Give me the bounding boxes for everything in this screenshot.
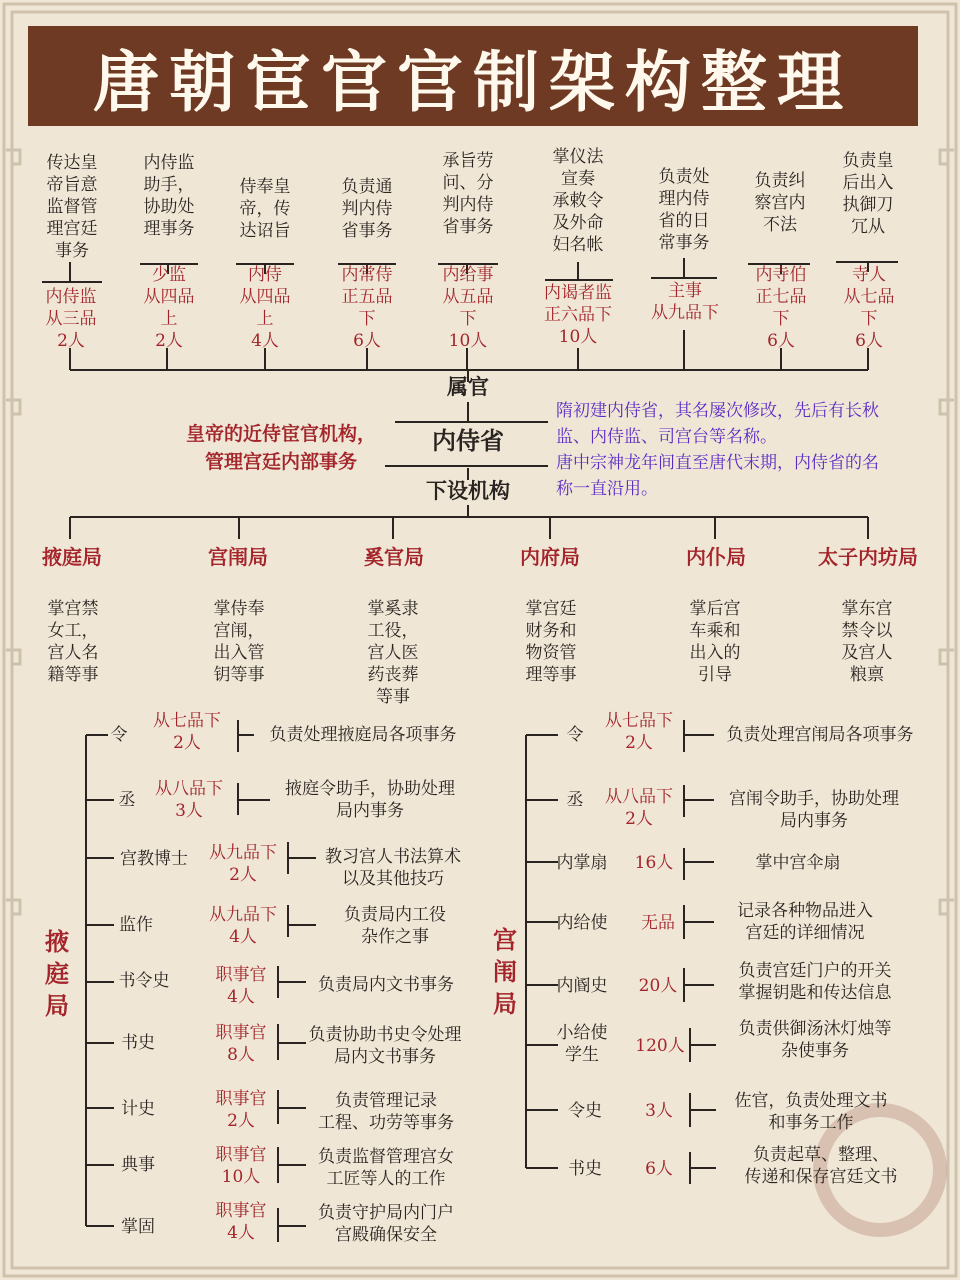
gongwei-post: 令	[566, 725, 584, 745]
yeting-rank: 职事官 8人	[215, 1023, 267, 1065]
yeting-post: 典事	[121, 1155, 155, 1175]
yeting-post: 监作	[119, 915, 153, 935]
gongwei-duty: 负责供御汤沐灯烛等 杂使事务	[738, 1019, 892, 1061]
neishisheng-name: 内侍省	[432, 426, 504, 455]
yeting-rank: 职事官 4人	[215, 965, 267, 1007]
gongwei-duty: 负责宫廷门户的开关 掌握钥匙和传达信息	[738, 961, 892, 1003]
gongwei-rank: 从七品下 2人	[605, 711, 673, 753]
neishisheng-description: 皇帝的近侍宦官机构， 管理宫廷内部事务	[185, 423, 376, 473]
official-duty-1: 传达皇 帝旨意 监督管 理宫廷 事务	[46, 153, 98, 261]
gongwei-post: 内掌扇	[556, 853, 608, 873]
official-title-9: 寺人 从七品 下 6人	[843, 265, 895, 351]
subordinate-bureaus-label: 下设机构	[426, 478, 510, 503]
bureau-duty-taizineifang: 掌东宫 禁令以 及宫人 粮禀	[841, 599, 893, 685]
yeting-rank: 从八品下 3人	[155, 779, 223, 821]
yeting-duty: 负责守护局内门户 宫殿确保安全	[318, 1203, 454, 1245]
bureau-name-taizineifang: 太子内坊局	[818, 545, 918, 569]
gongwei-rank: 120人	[635, 1036, 685, 1056]
yeting-post: 丞	[118, 790, 136, 810]
gongwei-rank: 6人	[645, 1159, 673, 1179]
gongwei-post: 令史	[568, 1101, 602, 1121]
gongwei-rank: 16人	[634, 853, 674, 873]
gongwei-duty: 宫闱令助手，协助处理 局内事务	[729, 789, 899, 831]
gongwei-rank: 从八品下 2人	[605, 787, 673, 829]
official-duty-8: 负责纠 察宫内 不法	[754, 171, 806, 235]
bureau-duty-yeting: 掌宫禁 女工， 宫人名 籍等事	[47, 599, 99, 685]
gongwei-post: 内给使	[556, 913, 608, 933]
official-duty-3: 侍奉皇 帝，传 达诏旨	[239, 177, 291, 241]
official-duty-6: 掌仪法 宣奏 承敕令 及外命 妇名帐	[552, 147, 604, 255]
yeting-duty: 教习宫人书法算术 以及其他技巧	[325, 847, 461, 889]
yeting-rank: 职事官 2人	[215, 1089, 267, 1131]
yeting-vertical-label: 掖 庭 局	[45, 927, 69, 1020]
gongwei-post: 内阍史	[556, 976, 608, 996]
official-duty-2: 内侍监 助手， 协助处 理事务	[143, 153, 195, 239]
yeting-post: 书令史	[118, 971, 170, 991]
bureau-duty-neipu: 掌后宫 车乘和 出入的 引导	[689, 599, 741, 685]
yeting-rank: 从九品下 4人	[209, 905, 277, 947]
official-title-8: 内寺伯 正七品 下 6人	[755, 265, 807, 351]
bureau-name-xiguan: 奚官局	[364, 545, 424, 569]
history-note-1: 隋初建内侍省，其名屡次修改，先后有长秋 监、内侍监、司宫台等名称。	[556, 401, 879, 447]
bureau-duty-gongwei: 掌侍奉 宫闱， 出入管 钥等事	[213, 599, 265, 685]
bureau-name-neipu: 内仆局	[686, 545, 746, 569]
history-note-2: 唐中宗神龙年间直至唐代末期，内侍省的名 称一直沿用。	[556, 453, 879, 499]
yeting-rank: 职事官 4人	[215, 1201, 267, 1243]
subordinate-officials-label: 属官	[447, 374, 489, 399]
official-title-3: 内侍 从四品 上 4人	[239, 265, 291, 351]
yeting-post: 令	[110, 725, 128, 745]
gongwei-rank: 3人	[645, 1101, 673, 1121]
yeting-post: 计史	[121, 1099, 155, 1119]
gongwei-post: 丞	[566, 790, 584, 810]
yeting-duty: 负责协助书史令处理 局内文书事务	[308, 1025, 462, 1067]
yeting-post: 宫教博士	[120, 849, 188, 869]
gongwei-duty: 佐官，负责处理文书 和事务工作	[734, 1091, 888, 1133]
yeting-duty: 负责管理记录 工程、功劳等事务	[318, 1091, 454, 1133]
bureau-duty-xiguan: 掌奚隶 工役， 宫人医 药丧葬 等事	[367, 599, 419, 707]
bureau-name-yeting: 掖庭局	[42, 545, 102, 569]
official-duty-7: 负责处 理内侍 省的日 常事务	[658, 167, 710, 253]
official-title-6: 内谒者监 正六品下 10人	[544, 283, 612, 347]
official-title-5: 内给事 从五品 下 10人	[442, 265, 494, 351]
yeting-rank: 从七品下 2人	[153, 711, 221, 753]
yeting-post: 书史	[121, 1033, 155, 1053]
yeting-rank: 职事官 10人	[215, 1145, 267, 1187]
official-duty-4: 负责通 判内侍 省事务	[341, 177, 393, 241]
gongwei-duty: 记录各种物品进入 宫廷的详细情况	[737, 901, 873, 943]
official-title-1: 内侍监 从三品 2人	[45, 287, 97, 351]
gongwei-rank: 无品	[641, 913, 675, 933]
gongwei-duty: 掌中宫伞扇	[755, 853, 841, 873]
gongwei-post: 小给使 学生	[556, 1023, 608, 1065]
official-duty-5: 承旨劳 问、分 判内侍 省事务	[442, 151, 494, 237]
yeting-rank: 从九品下 2人	[209, 843, 277, 885]
yeting-duty: 负责处理掖庭局各项事务	[269, 725, 457, 745]
bureau-name-gongwei: 宫闱局	[208, 545, 268, 569]
official-duty-9: 负责皇 后出入 执御刀 冗从	[842, 151, 894, 237]
yeting-duty: 掖庭令助手，协助处理 局内事务	[285, 779, 455, 821]
gongwei-rank: 20人	[638, 976, 678, 996]
gongwei-duty: 负责处理宫闱局各项事务	[726, 725, 914, 745]
yeting-duty: 负责监督管理宫女 工匠等人的工作	[318, 1147, 454, 1189]
official-title-7: 主事 从九品下	[651, 281, 719, 323]
yeting-post: 掌固	[121, 1217, 155, 1237]
official-title-2: 少监 从四品 上 2人	[143, 265, 195, 351]
bureau-duty-neifu: 掌宫廷 财务和 物资管 理等事	[525, 599, 577, 685]
gongwei-post: 书史	[568, 1159, 602, 1179]
gongwei-duty: 负责起草、整理、 传递和保存宫廷文书	[744, 1145, 898, 1187]
yeting-duty: 负责局内文书事务	[318, 975, 454, 995]
yeting-duty: 负责局内工役 杂作之事	[344, 905, 446, 947]
official-title-4: 内常侍 正五品 下 6人	[341, 265, 393, 351]
gongwei-vertical-label: 宫 闱 局	[493, 925, 517, 1018]
page-title: 唐朝宦官官制架构整理	[93, 42, 853, 121]
bureau-name-neifu: 内府局	[520, 545, 580, 569]
